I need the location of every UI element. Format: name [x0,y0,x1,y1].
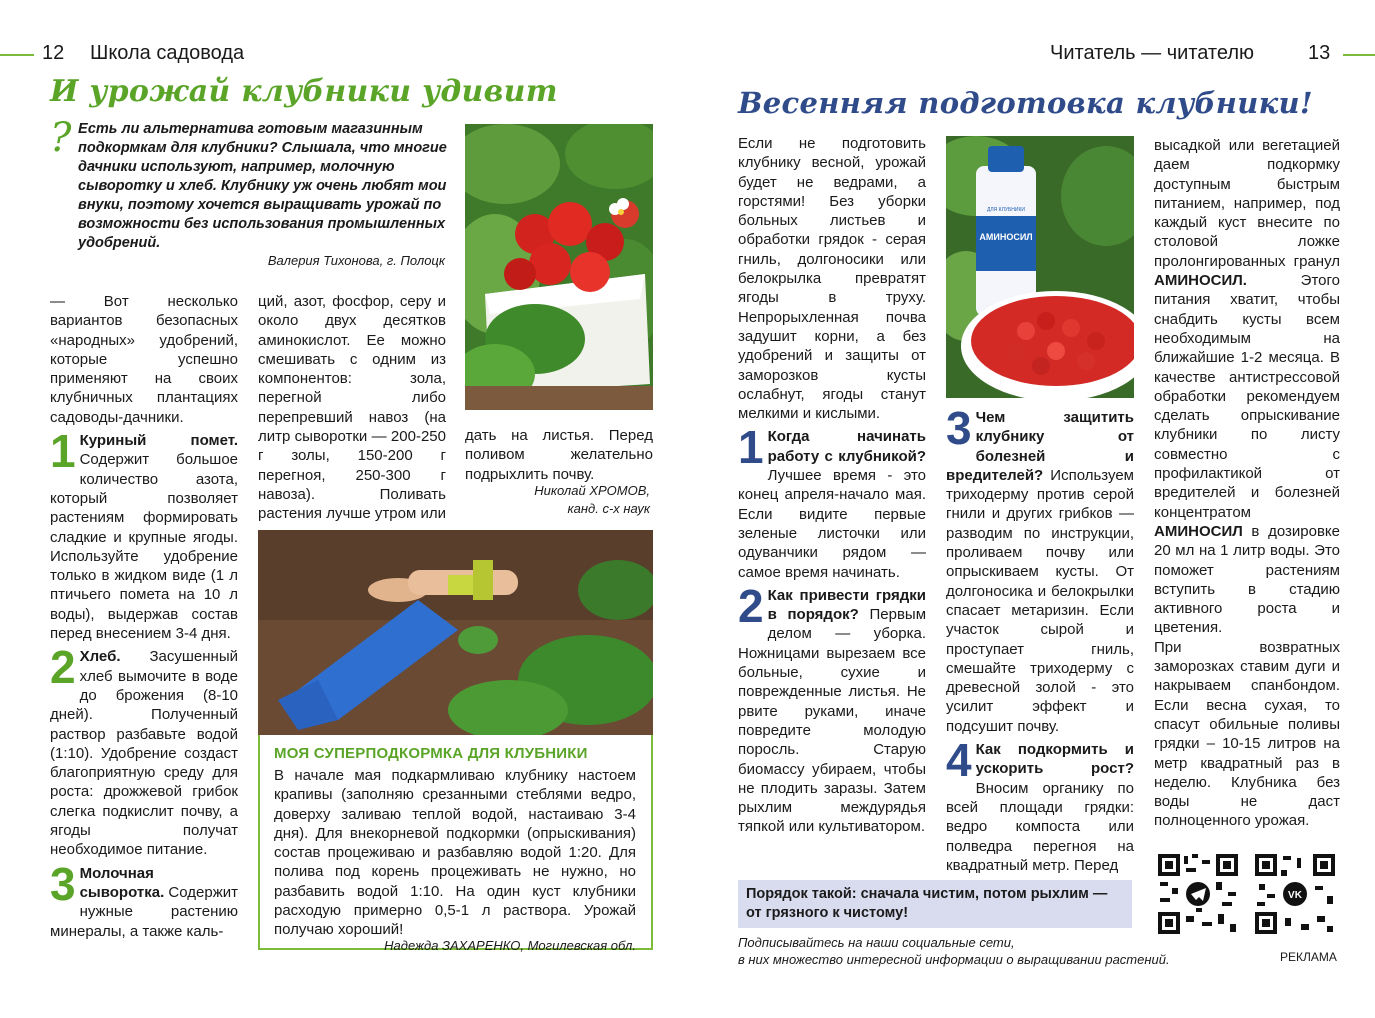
right-col3-text-a: высадкой или вегетацией даем подкормку доступным быстрым питанием, например, под каждый куст внесите по столовой ложке пролонгированных гранул [1154,137,1340,270]
question-4 [946,734,1134,875]
brand-name-2: АМИНОСИЛ [1154,522,1243,540]
question-heading-2: Как привести грядки в порядок? [767,586,926,624]
right-header-rule [1343,54,1375,56]
question-mark-icon: ? [50,115,72,161]
superfeed-box-text: В начале мая подкармливаю клубнику настоем крапивы (заполняю срезанными стеблями ведро, доверху заливаю теплой водой, настаиваю 3-4 дня). Для внекорневой подкормки (опрыскивания) состав процеживаю и разбавляю водой 1:20. Для полива под корень процеживать не нужно, но разбавить водой 1:10. На один куст клубники расходую примерно 0,5-1 л раствора. Урожай получаю хороший! [274,767,636,939]
item-text-1: Содержит большое количество азота, который позволяет растениям формировать сладкие и крупные ягоды. Используйте удобрение только в жидком виде (1 л птичьего помета на 10 л воды), выдержав состав перед внесением 3-4 дня. [50,451,238,643]
right-col3-text-b: Этого питания хватит, чтобы снабдить кусты всем необходимым на ближайшие 1-2 месяца. В качестве антистрессовой обработки рекомендуем сделать опрыскивание клубники по листу совместно с профилактикой от вредителей и болезней концентратом [1154,272,1340,521]
brand-name-1: АМИНОСИЛ. [1154,272,1247,290]
left-article-title: И урожай клубники удивит [50,74,558,109]
expert-name: Николай ХРОМОВ, [534,483,650,498]
fertilizer-item-3 [50,857,238,941]
item-number-1: 1 [50,425,76,478]
right-article-title: Весенняя подготовка клубники! [738,86,1313,120]
social-line-2: в них множество интересной информации о выращивании растений. [738,952,1170,967]
superfeed-box-title: МОЯ СУПЕРПОДКОРМКА ДЛЯ КЛУБНИКИ [274,745,588,762]
telegram-qr-code[interactable] [1156,852,1240,936]
expert-title: канд. с-х наук [567,501,650,516]
right-column-1 [738,134,926,837]
question-number-4: 4 [946,734,972,787]
right-page-number: 13 [1308,42,1331,64]
item-number-3: 3 [50,857,76,910]
question-3 [946,402,1134,736]
fertilizer-item-2 [50,641,238,859]
question-text-4: Вносим органику по всей площади грядки: ведро компоста или полведра перегноя на квадратный метр. Перед [946,779,1134,874]
question-heading-1: Когда начинать работу с клубникой? [767,428,926,465]
right-col3-text-c: в дозировке 20 мл на 1 литр воды. Это поможет растениям вступить в стадию активного роста и цветения. [1154,522,1340,637]
question-1 [738,421,926,581]
left-header-rule [0,54,34,56]
question-number-2: 2 [738,579,764,632]
order-callout: Порядок такой: сначала чистим, потом рыхлим — от грязного к чистому! [738,880,1132,928]
question-number-3: 3 [946,402,972,454]
right-column-2 [946,402,1134,875]
aminosil-product-photo [946,136,1134,398]
lead-author: Валерия Тихонова, г. Полоцк [267,253,445,268]
left-column-1 [50,292,238,941]
right-col3-para-2: При возвратных заморозках ставим дуги и накрываем спанбондом. Если весна сухая, то спасут обильные поливы грядки – 10-15 литров на метр квадратный раз в неделю. Клубника без воды не даст полноценного урожая. [1154,638,1340,830]
svg-text:VK: VK [1288,890,1302,901]
strawberry-box-photo [465,124,653,410]
left-page-number: 12 [42,42,65,64]
item-number-2: 2 [50,641,76,694]
question-2 [738,579,927,837]
question-text-1: Лучшее время - это конец апреля-начало мая. Если видите первые зеленые листочки или одуванчики рядом — самое время начинать. [738,467,926,581]
item-heading-1: Куриный помет. [79,432,238,450]
fertilizer-item-1 [50,425,238,643]
item-heading-2: Хлеб. [79,648,121,666]
left-section-title: Школа садовода [90,42,245,64]
superfeed-box-author: Надежда ЗАХАРЕНКО, Могилевская обл. [384,938,636,953]
left-intro-text: — Вот несколько вариантов безопасных «народных» удобрений, которые успешно применяют на своих клубничных плантациях садоводы-дачники. [50,293,238,426]
left-column-3: дать на листья. Перед поливом желательно подрыхлить почву. [465,427,653,483]
left-column-2: ций, азот, фосфор, серу и около двух десятков аминокислот. Ее можно смешивать с одним из компонентов: зола, перегной либо перепревший навоз (на литр сыворотки — 200-250 г золы, 150-200 г перегноя, 250-300 г навоза). Поливать растения лучше утром или [258,293,446,523]
question-heading-4: Как подкормить и ускорить рост? [975,741,1134,778]
question-text-2: Первым делом — уборка. Ножницами вырезаем все больные, сухие и поврежденные листья. Не рвите руками, иначе повредите молодую поросль. Старую биомассу убираем, чтобы не плодить заразы. Затем рыхлим междурядья тяпкой или культиватором. [738,606,927,836]
social-line-1: Подписывайтесь на наши социальные сети, [738,935,1015,950]
vk-qr-code[interactable] [1253,852,1337,936]
spray-bottle-photo [258,530,653,735]
right-section-title: Читатель — читателю [1050,42,1254,64]
item-text-3: Содержит нужные растению минералы, а также каль- [50,883,238,940]
lead-question: Есть ли альтернатива готовым магазинным подкормкам для клубники? Слышала, что многие дачники используют, например, молочную сыворотку и хлеб. Клубнику уж очень любят мои внуки, поэтому хочется выращивать урожай по возможности без использования промышленных удобрений. [78,121,447,251]
question-heading-3: Чем защитить клубнику от болезней и вредителей? [946,409,1134,484]
right-intro-text: Если не подготовить клубнику весной, урожай будет не ведрами, а горстями! Без уборки больных листьев и обработки грядок - серая гниль, долгоносики или белокрылка превратят ягоды в труху. Непрорыхленная почва задушит корни, а без удобрений и защиты от заморозков кусты ослабнут, ягоды станут мелкими и кислыми. [738,135,926,423]
question-text-3: Используем триходерму против серой гнили и других грибков — разводим по инструкции, проливаем почву или опрыскиваем кусты. От долгоносика и белокрылки спасает метаризин. Если участок сырой и проступает гниль, смешайте триходерму с древесной золой - это усилит эффект и подсушит почву. [946,466,1134,735]
ad-label: РЕКЛАМА [1280,950,1337,964]
item-heading-3: Молочная сыворотка. [79,864,165,901]
right-col3-para-1 [1154,136,1340,638]
question-number-1: 1 [738,421,764,474]
right-column-3 [1154,136,1340,831]
product-label: АМИНОСИЛ [979,232,1033,242]
product-sublabel: ДЛЯ КЛУБНИКИ [986,207,1026,213]
item-text-2: Засушенный хлеб вымочите в воде до брожения (8-10 дней). Полученный раствор разбавьте водой (1:10). Удобрение создаст благоприятную среду для роста: дрожжевой грибок слегка подкислит почву, а ягоды получат необходимое питание. [50,648,238,859]
